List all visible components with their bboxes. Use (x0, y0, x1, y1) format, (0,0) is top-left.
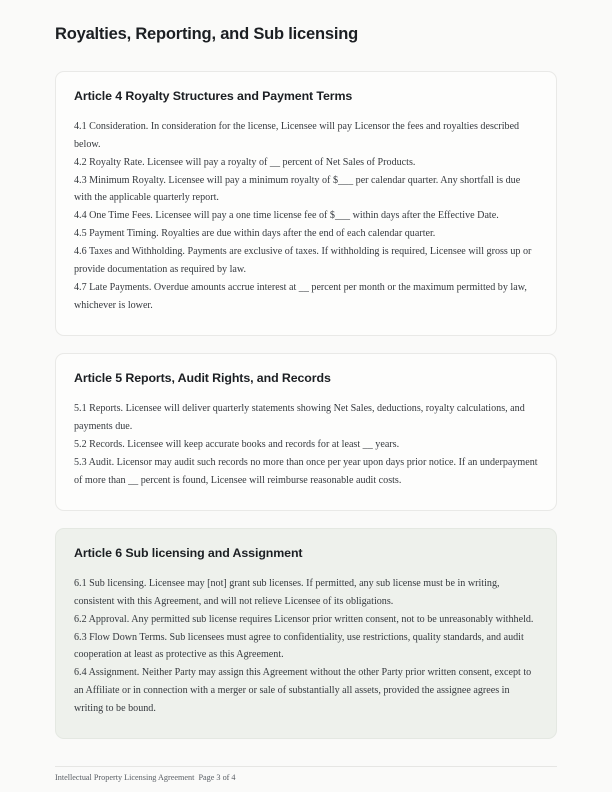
footer-text: Intellectual Property Licensing Agreement Page 3 of 4 (55, 773, 236, 783)
clause-paragraph: 6.2 Approval. Any permitted sub license requires Licensor prior written consent, not to be unreasonably withheld. (74, 613, 534, 625)
clause-paragraph: 5.2 Records. Licensee will keep accurate books and records for at least __ years. (74, 438, 400, 450)
clause-paragraph: 6.1 Sub licensing. Licensee may [not] grant sub licenses. If permitted, any sub license must be in writing, consistent with this Agreement, and will not relieve Licensee of its obligations. (74, 577, 500, 607)
article-card-list (55, 71, 557, 740)
article-heading: Article 6 Sub licensing and Assignment (74, 545, 303, 560)
clause-paragraph: 4.2 Royalty Rate. Licensee will pay a royalty of __ percent of Net Sales of Products. (74, 156, 416, 168)
page-footer (55, 766, 557, 784)
clause-paragraph: 6.3 Flow Down Terms. Sub licensees must agree to confidentiality, use restrictions, quality standards, and audit cooperation at least as protective as this Agreement. (74, 631, 524, 661)
clause-paragraph: 5.1 Reports. Licensee will deliver quarterly statements showing Net Sales, deductions, royalty calculations, and payments due. (74, 403, 525, 432)
article-card (55, 528, 557, 740)
clause-paragraph: 6.4 Assignment. Neither Party may assign this Agreement without the other Party prior written consent, except to an Affiliate or in connection with a merger or sale of substantially all assets, provided the assignee agrees in writing to be bound. (74, 667, 532, 715)
page-title: Royalties, Reporting, and Sub licensing (55, 25, 358, 43)
clause-paragraph: 4.7 Late Payments. Overdue amounts accrue interest at __ percent per month or the maximum permitted by law, whichever is lower. (74, 282, 527, 312)
clause-paragraph: 4.5 Payment Timing. Royalties are due within days after the end of each calendar quarter. (74, 228, 436, 240)
clause-paragraph: 5.3 Audit. Licensor may audit such records no more than once per year upon days prior notice. If an underpayment of more than __ percent is found, Licensee will reimburse reasonable audit costs. (74, 456, 538, 486)
clause-paragraph: 4.1 Consideration. In consideration for the license, Licensee will pay Licensor the fees and royalties described below. (74, 120, 520, 150)
article-card (55, 353, 557, 511)
footer-divider (55, 766, 557, 767)
article-card (55, 71, 557, 336)
article-heading: Article 5 Reports, Audit Rights, and Records (74, 371, 331, 386)
clause-paragraph: 4.4 One Time Fees. Licensee will pay a one time license fee of $___ within days after the Effective Date. (74, 210, 499, 222)
clause-paragraph: 4.6 Taxes and Withholding. Payments are exclusive of taxes. If withholding is required, Licensee will gross up or provide documentation as required by law. (74, 246, 532, 276)
clause-paragraph: 4.3 Minimum Royalty. Licensee will pay a minimum royalty of $___ per calendar quarter. Any shortfall is due with the applicable quarterly report. (74, 174, 521, 204)
article-heading: Article 4 Royalty Structures and Payment Terms (74, 88, 353, 103)
